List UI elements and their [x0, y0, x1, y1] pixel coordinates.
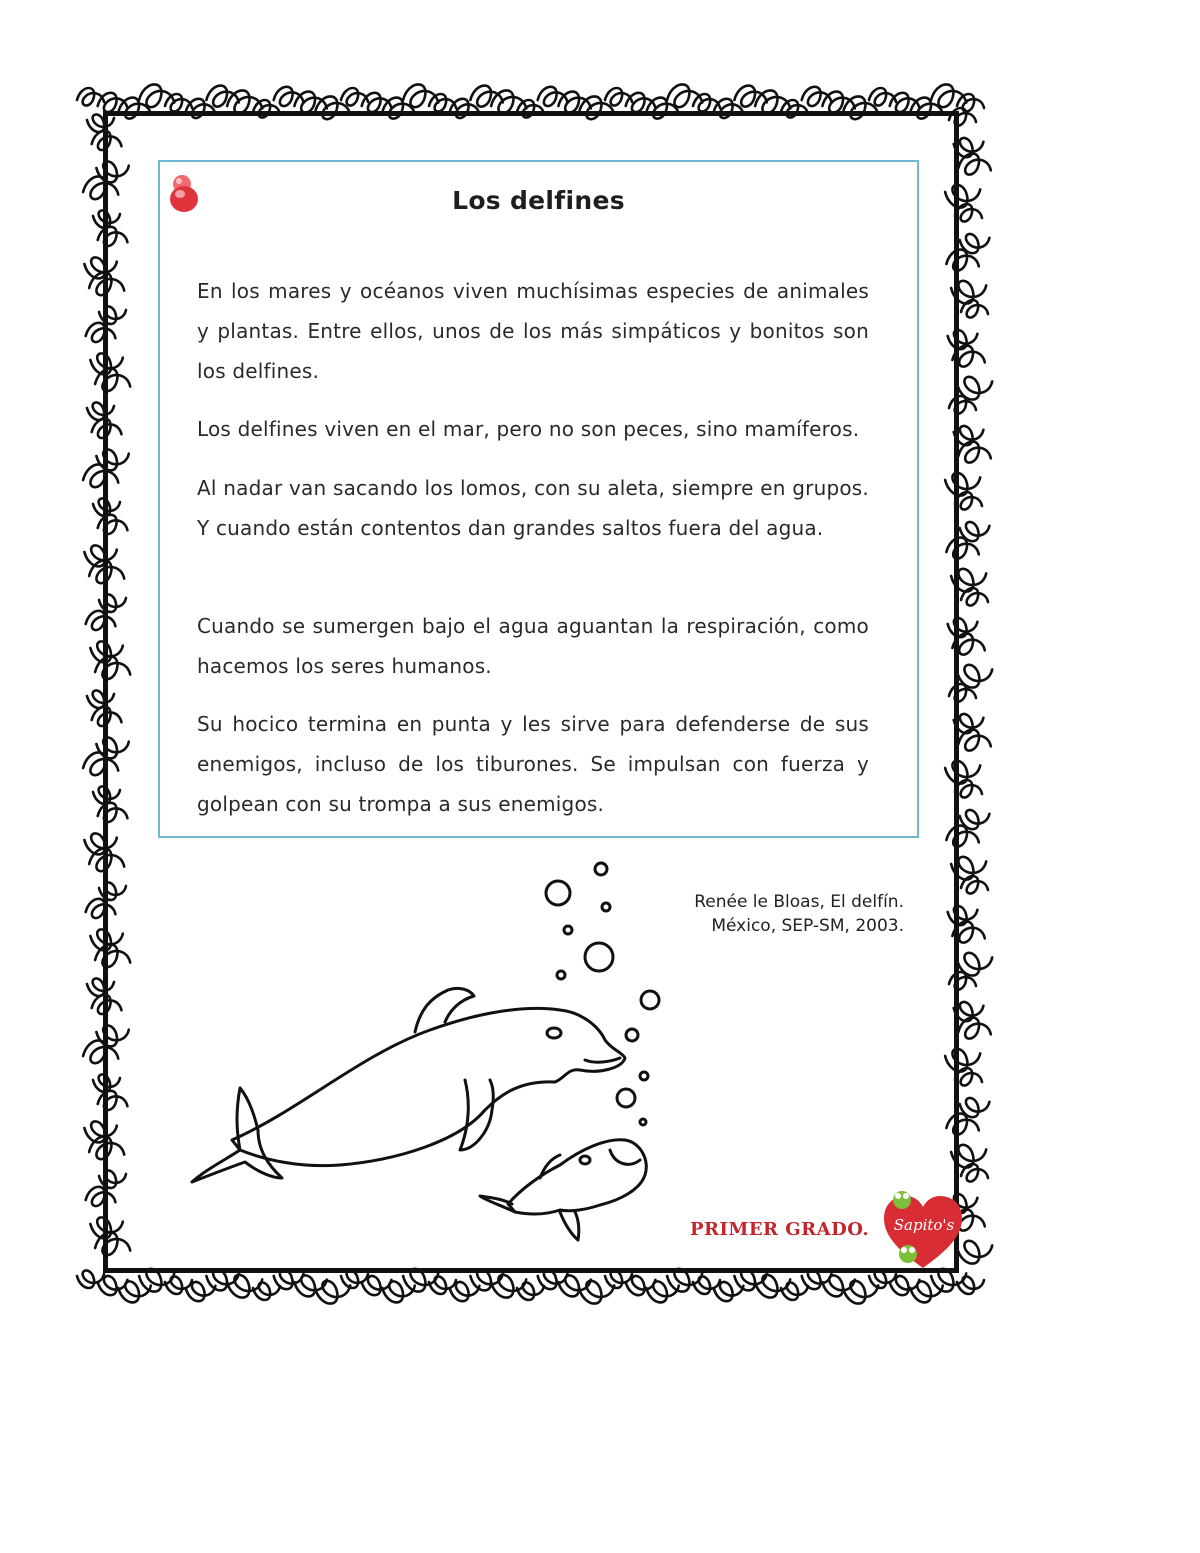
reading-title: Los delfines: [452, 186, 625, 215]
paragraph-3: Al nadar van sacando los lomos, con su aleta, siempre en grupos. Y cuando están contentos dan grandes saltos fuera del agua.: [197, 476, 869, 540]
paragraph-2: Los delfines viven en el mar, pero no son peces, sino mamíferos.: [197, 417, 860, 441]
grade-label: PRIMER GRADO.: [690, 1219, 870, 1240]
citation-publisher: México, SEP-SM, 2003.: [711, 916, 904, 936]
logo-text: Sapito's: [893, 1216, 955, 1234]
heart-frog-logo: [878, 1184, 968, 1274]
paragraph-5: Su hocico termina en punta y les sirve para defenderse de sus enemigos, incluso de los tiburones. Se impulsan con fuerza y golpean con su trompa a sus enemigos.: [197, 712, 869, 816]
citation-author: Renée le Bloas, El delfín.: [694, 892, 904, 912]
paragraph-1: En los mares y océanos viven muchísimas especies de animales y plantas. Entre ellos, unos de los más simpáticos y bonitos son los delfines.: [197, 279, 869, 383]
paragraph-4: Cuando se sumergen bajo el agua aguantan la respiración, como hacemos los seres humanos.: [197, 614, 869, 678]
